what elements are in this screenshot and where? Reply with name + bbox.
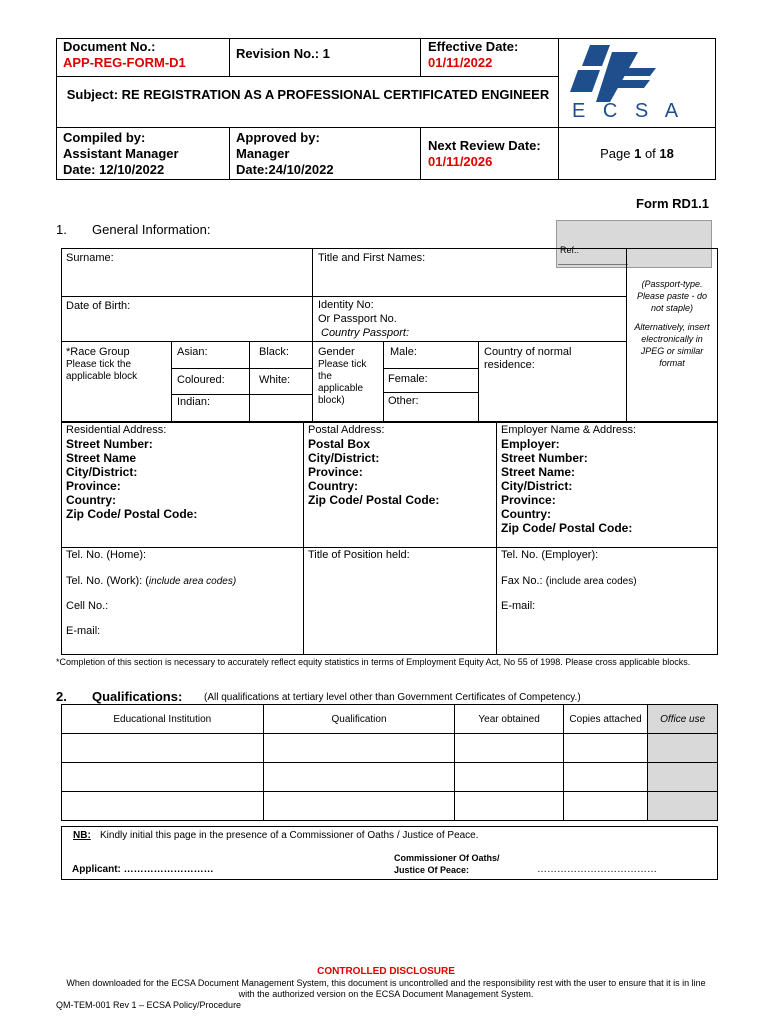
table-row[interactable] [62,763,718,792]
ref-label: Ref.: [560,245,580,255]
dob-label: Date of Birth: [66,300,131,312]
applicant-signature[interactable]: Applicant: ……………………… [72,864,214,875]
postal-address: Postal Address: Postal Box City/District: Province: Country: Zip Code/ Postal Code: [308,424,440,507]
compiled-by-label: Compiled by: [63,130,146,145]
tel-employer-label: Tel. No. (Employer): [501,549,599,561]
race-indian[interactable]: Indian: [177,396,211,408]
gender-other[interactable]: Other: [388,395,419,407]
ecsa-logo [560,40,714,126]
photo-note-2: Alternatively, insert electronically in JPEG or similar format [634,322,710,368]
revision-no: Revision No.: 1 [236,46,330,61]
form-id: Form RD1.1 [636,196,709,211]
document-no: APP-REG-FORM-D1 [63,55,186,70]
col-qualification: Qualification [263,705,455,734]
section2-title: Qualifications: [92,689,183,704]
template-ref: QM-TEM-001 Rev 1 – ECSA Policy/Procedure [56,1000,242,1010]
country-of-residence: Country of normal residence: [484,346,572,371]
effective-date: 01/11/2022 [428,55,493,70]
section1-title: General Information: [92,222,211,237]
col-institution: Educational Institution [62,705,264,734]
controlled-disclosure: CONTROLLED DISCLOSURE [317,966,455,977]
table-header-row [62,705,718,734]
approved-by-label: Approved by: [236,130,320,145]
next-review-label: Next Review Date: [428,138,541,153]
commissioner-label: Commissioner Of Oaths/ Justice Of Peace: [394,853,500,875]
tel-work-label: Tel. No. (Work): (include area codes) [66,575,237,587]
col-office-use: Office use [648,705,718,734]
race-black[interactable]: Black: [259,346,289,358]
equity-footnote: *Completion of this section is necessary to accurately reflect equity statistics in terms of Employment Equity Act, No 55 of 1998. Please cross applicable blocks. [56,657,691,667]
next-review-date: 01/11/2026 [428,154,493,169]
email-right-label: E-mail: [501,600,536,612]
section2-subtitle: (All qualifications at tertiary level other than Government Certificates of Competency.) [204,692,581,703]
race-group-label: *Race Group [66,346,130,358]
photo-note-1: (Passport-type. Please paste - do not staple) [636,279,708,313]
race-group-hint: Please tick the applicable block [66,359,138,382]
residential-address: Residential Address: Street Number: Street Name City/District: Province: Country: Zip Code/ Postal Code: [66,424,198,521]
position-label: Title of Position held: [308,549,410,561]
race-coloured[interactable]: Coloured: [177,374,225,386]
section1-number: 1. [56,222,67,237]
employer-address: Employer Name & Address: Employer: Street Number: Street Name: City/District: Province: Country: Zip Code/ Postal Code: [501,424,637,535]
fax-label: Fax No.: (include area codes) [501,575,637,587]
gender-male[interactable]: Male: [390,346,417,358]
ecsa-logo-text: E C S A [572,100,685,122]
table-row[interactable] [62,734,718,763]
col-copies: Copies attached [563,705,648,734]
commissioner-signature[interactable]: ……………………………… [537,864,657,875]
title-names-label: Title and First Names: [318,252,426,264]
cell-label: Cell No.: [66,600,109,612]
approved-date: Date:24/10/2022 [236,162,334,177]
approved-by: Manager [236,146,290,161]
subject: Subject: RE REGISTRATION AS A PROFESSIONAL CERTIFICATED ENGINEER [66,87,550,102]
surname-label: Surname: [66,252,114,264]
race-asian[interactable]: Asian: [177,346,208,358]
identity-label: Identity No: Or Passport No. Country Passport: [318,299,410,339]
col-year: Year obtained [455,705,563,734]
gender-female[interactable]: Female: [388,373,428,385]
email-left-label: E-mail: [66,625,101,637]
table-row[interactable] [62,792,718,821]
nb-text: Kindly initial this page in the presence of a Commissioner of Oaths / Justice of Peace. [100,830,479,841]
disclaimer: When downloaded for the ECSA Document Management System, this document is uncontrolled and the responsibility rest with the user to ensure that it is in line with the authorized version on the ECSA Document Management System. [66,978,706,999]
race-white[interactable]: White: [259,374,291,386]
tel-home-label: Tel. No. (Home): [66,549,147,561]
gender-label: Gender [318,346,355,358]
qualifications-table [61,704,718,821]
document-no-label: Document No.: [63,39,156,54]
compiled-date: Date: 12/10/2022 [63,162,165,177]
gender-hint: Please tick the applicable block) [318,359,367,406]
effective-date-label: Effective Date: [428,39,519,54]
section2-number: 2. [56,689,67,704]
page-number: Page 1 of 18 [600,146,674,161]
compiled-by: Assistant Manager [63,146,179,161]
nb-label: NB: [73,830,91,841]
